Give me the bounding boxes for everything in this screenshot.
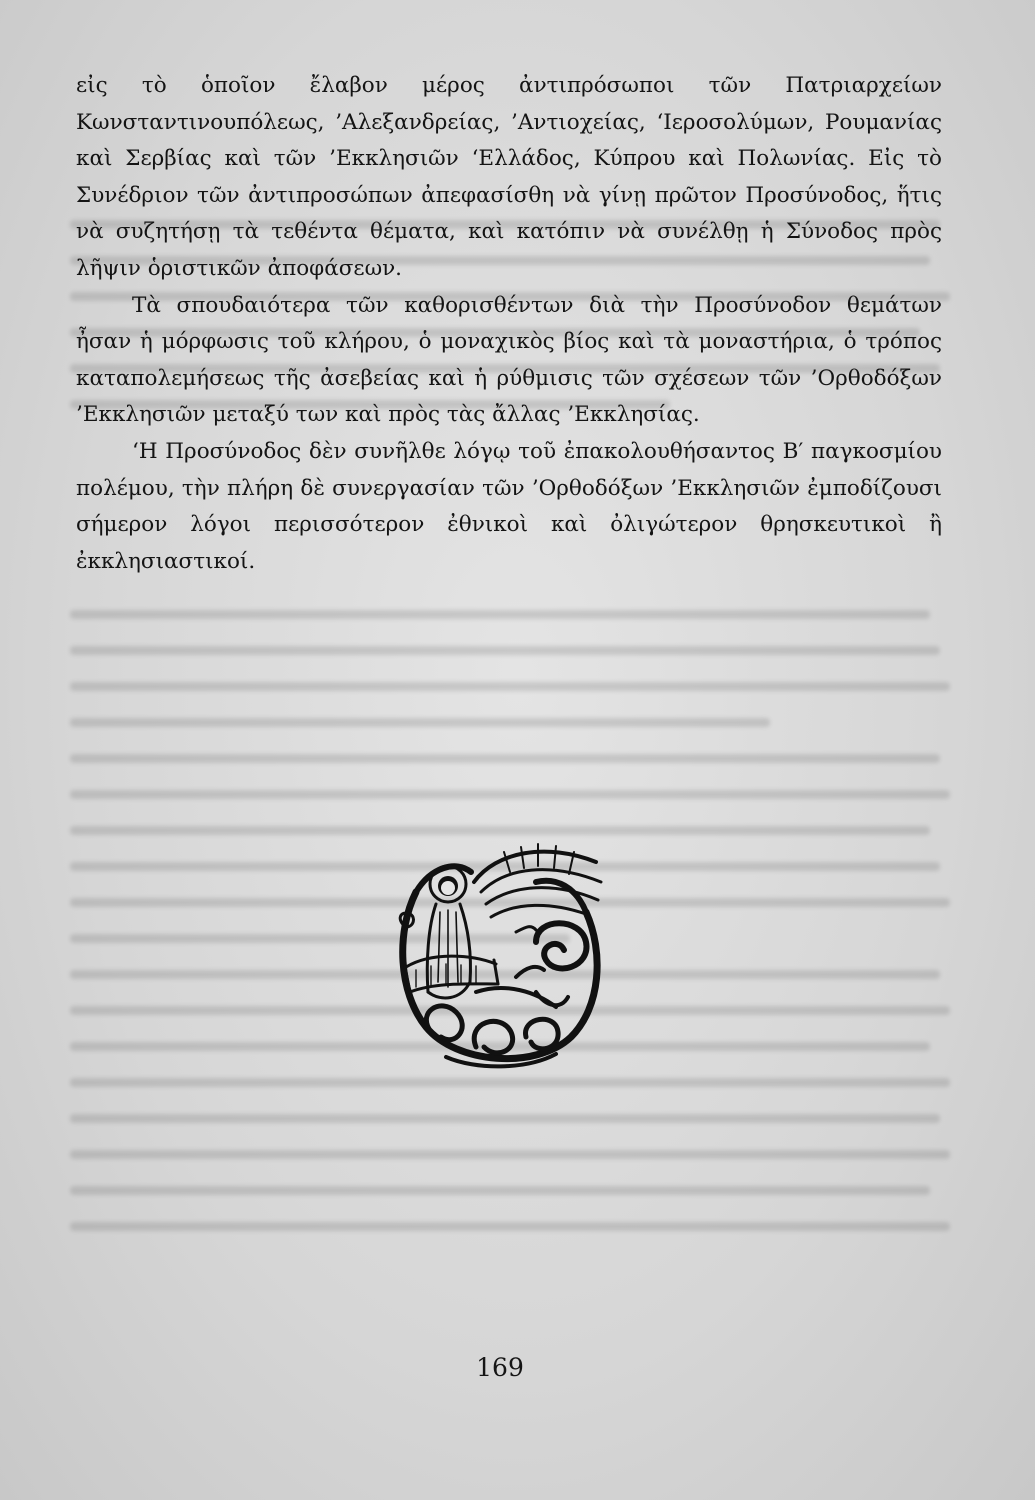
- paragraph-1: εἰς τὸ ὁποῖον ἔλαβον μέρος ἀντιπρόσωποι τῶν Πατριαρχείων Κωνσταντινουπόλεως, ’Αλεξανδρείας, ’Αντιοχείας, ‘Ιεροσολύμων, Ρουμανίας καὶ Σερβίας καὶ τῶν ’Εκκλησιῶν ‘Ελλάδος, Κύπρου καὶ Πολωνίας. Εἰς τὸ Συνέδριον τῶν ἀντιπροσώπων ἀπεφασίσθη νὰ γίνῃ πρῶτον Προσύνοδος, ἥτις νὰ συζητήσῃ τὰ τεθέντα θέματα, καὶ κατόπιν νὰ συνέλθῃ ἡ Σύνοδος πρὸς λῆψιν ὁριστικῶν ἀποφάσεων.: [76, 73, 942, 281]
- paragraph-3: ‘Η Προσύνοδος δὲν συνῆλθε λόγῳ τοῦ ἐπακολουθήσαντος Β′ παγκοσμίου πολέμου, τὴν πλήρη δὲ συνεργασίαν τῶν ’Ορθοδόξων ’Εκκλησιῶν ἐμποδίζουσι σήμερον λόγοι περισσότερον ἐθνικοὶ καὶ ὀλιγώτερον θρησκευτικοὶ ἢ ἐκκλησιαστικοί.: [76, 438, 942, 574]
- page-number: 169: [476, 1353, 524, 1382]
- main-text: [76, 68, 942, 580]
- paragraph-2: Τὰ σπουδαιότερα τῶν καθορισθέντων διὰ τὴν Προσύνοδον θεμάτων ἦσαν ἡ μόρφωσις τοῦ κλήρου, ὁ μοναχικὸς βίος καὶ τὰ μοναστήρια, ὁ τρόπος καταπολεμήσεως τῆς ἀσεβείας καὶ ἡ ρύθμισις τῶν σχέσεων τῶν ’Ορθοδόξων ’Εκκλησιῶν μεταξύ των καὶ πρὸς τὰς ἄλλας ’Εκκλησίας.: [76, 292, 942, 428]
- winged-angel-with-scroll-icon: [386, 832, 611, 1072]
